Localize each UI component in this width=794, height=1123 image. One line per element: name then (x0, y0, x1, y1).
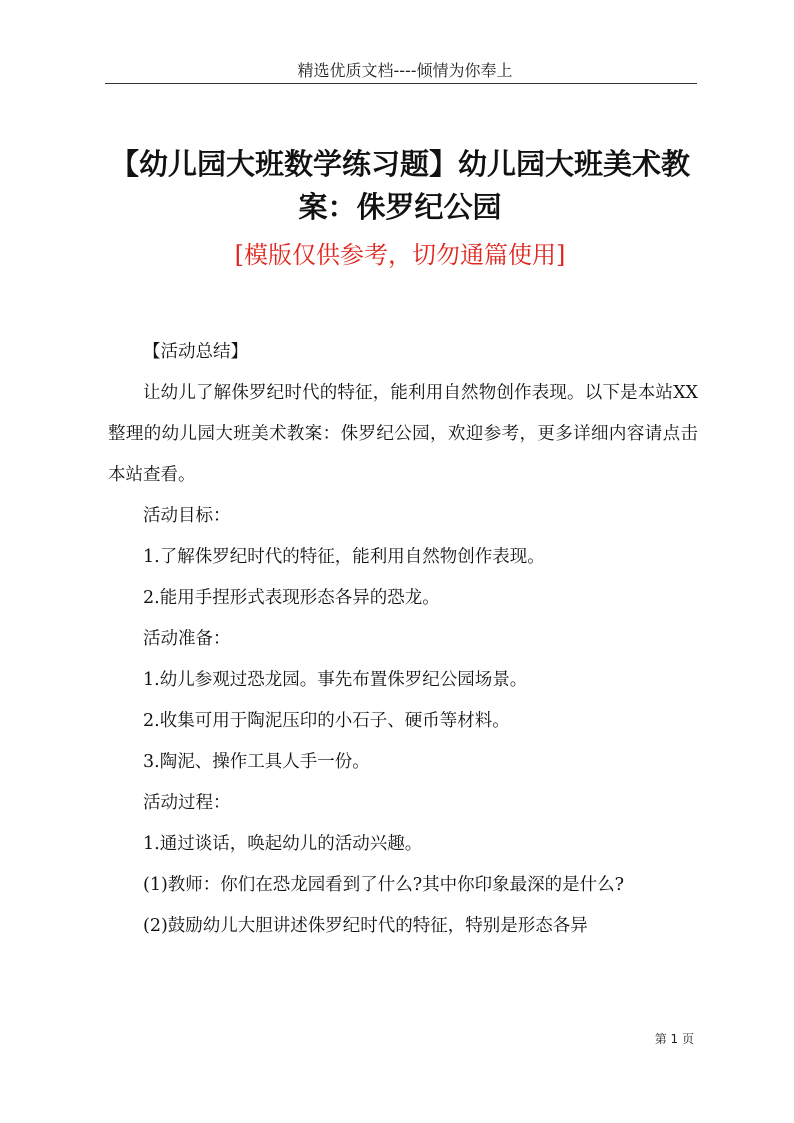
paragraph-prep-1: 1.幼儿参观过恐龙园。事先布置侏罗纪公园场景。 (143, 670, 528, 690)
paragraph-process-1-1: (1)教师：你们在恐龙园看到了什么?其中你印象最深的是什么? (143, 875, 625, 895)
header-divider (105, 83, 697, 84)
paragraph-process-1: 1.通过谈话，唤起幼儿的活动兴趣。 (143, 834, 423, 854)
paragraph-goal-1: 1.了解侏罗纪时代的特征，能利用自然物创作表现。 (143, 547, 545, 567)
paragraph-goal-2: 2.能用手捏形式表现形态各异的恐龙。 (143, 588, 440, 608)
paragraph-section-summary: 【活动总结】 (143, 342, 248, 362)
document-body (108, 332, 698, 947)
document-subtitle: [模版仅供参考，切勿通篇使用] (234, 241, 566, 269)
page-header: 精选优质文档----倾情为你奉上 (297, 61, 513, 80)
paragraph-process-heading: 活动过程： (143, 793, 231, 813)
paragraph-intro: 让幼儿了解侏罗纪时代的特征，能利用自然物创作表现。以下是本站XX整理的幼儿园大班美术教案：侏罗纪公园，欢迎参考，更多详细内容请点击本站查看。 (108, 383, 698, 485)
document-title: 【幼儿园大班数学练习题】幼儿园大班美术教案：侏罗纪公园 (109, 147, 690, 224)
paragraph-goals-heading: 活动目标： (143, 506, 231, 526)
paragraph-prep-2: 2.收集可用于陶泥压印的小石子、硬币等材料。 (143, 711, 510, 731)
paragraph-prep-heading: 活动准备： (143, 629, 231, 649)
paragraph-prep-3: 3.陶泥、操作工具人手一份。 (143, 752, 370, 772)
paragraph-process-1-2: (2)鼓励幼儿大胆讲述侏罗纪时代的特征，特别是形态各异 (143, 916, 588, 936)
page-number: 第 1 页 (654, 1032, 694, 1046)
